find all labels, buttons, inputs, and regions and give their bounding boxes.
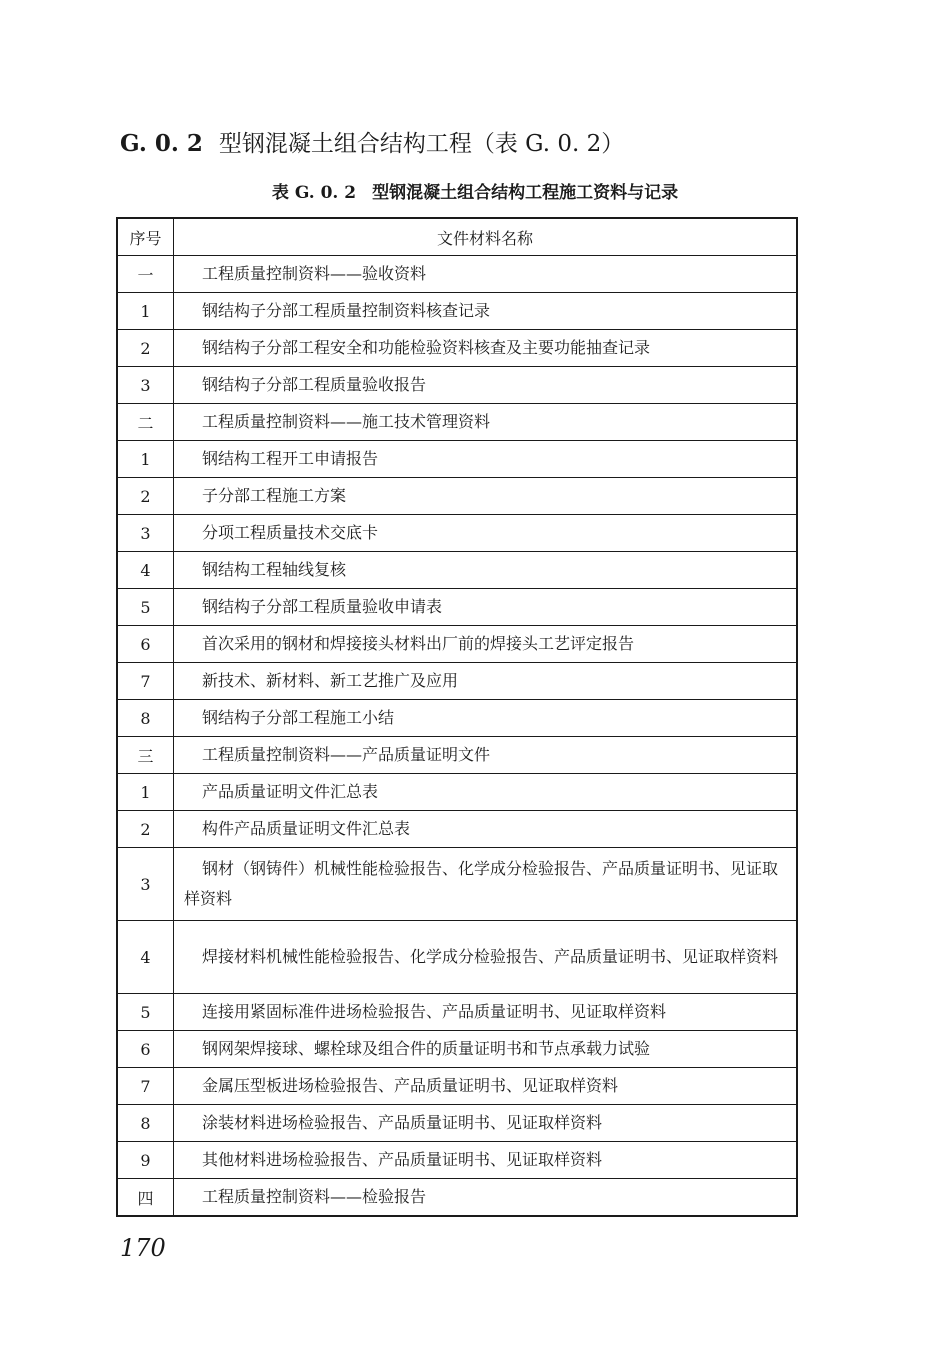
row-seq: 3 (117, 515, 174, 552)
row-seq: 三 (117, 737, 174, 774)
records-table (116, 217, 798, 1217)
row-name: 钢材（钢铸件）机械性能检验报告、化学成分检验报告、产品质量证明书、见证取样资料 (174, 848, 798, 921)
row-name: 连接用紧固标准件进场检验报告、产品质量证明书、见证取样资料 (174, 994, 798, 1031)
table-row (117, 330, 797, 367)
table-row (117, 478, 797, 515)
row-name: 子分部工程施工方案 (174, 478, 798, 515)
row-name: 钢结构子分部工程安全和功能检验资料核查及主要功能抽查记录 (174, 330, 798, 367)
row-name: 工程质量控制资料——检验报告 (174, 1179, 798, 1217)
row-seq: 3 (117, 367, 174, 404)
table-row (117, 552, 797, 589)
row-name: 钢结构子分部工程质量验收申请表 (174, 589, 798, 626)
table-row (117, 1179, 797, 1217)
row-name: 工程质量控制资料——产品质量证明文件 (174, 737, 798, 774)
row-seq: 二 (117, 404, 174, 441)
table-row (117, 1068, 797, 1105)
table-row (117, 700, 797, 737)
row-name: 构件产品质量证明文件汇总表 (174, 811, 798, 848)
row-name: 工程质量控制资料——施工技术管理资料 (174, 404, 798, 441)
row-seq: 1 (117, 774, 174, 811)
row-seq: 7 (117, 663, 174, 700)
row-seq: 8 (117, 1105, 174, 1142)
row-seq: 4 (117, 552, 174, 589)
row-seq: 5 (117, 994, 174, 1031)
table-row (117, 1031, 797, 1068)
table-caption-title: 型钢混凝土组合结构工程施工资料与记录 (372, 183, 679, 203)
table-row (117, 404, 797, 441)
row-seq: 四 (117, 1179, 174, 1217)
row-seq: 2 (117, 330, 174, 367)
row-name: 金属压型板进场检验报告、产品质量证明书、见证取样资料 (174, 1068, 798, 1105)
section-heading (120, 128, 624, 160)
row-seq: 7 (117, 1068, 174, 1105)
table-row (117, 367, 797, 404)
row-seq: 2 (117, 478, 174, 515)
table-row (117, 663, 797, 700)
row-seq: 1 (117, 441, 174, 478)
row-name: 新技术、新材料、新工艺推广及应用 (174, 663, 798, 700)
table-row (117, 626, 797, 663)
table-row (117, 515, 797, 552)
row-seq: 4 (117, 921, 174, 994)
row-seq: 6 (117, 626, 174, 663)
table-row (117, 1105, 797, 1142)
page-number: 170 (120, 1234, 166, 1262)
header-seq: 序号 (117, 218, 174, 256)
row-name: 钢结构工程轴线复核 (174, 552, 798, 589)
row-seq: 一 (117, 256, 174, 293)
table-caption-number: 表 G. 0. 2 (271, 183, 357, 203)
row-name: 工程质量控制资料——验收资料 (174, 256, 798, 293)
row-name: 首次采用的钢材和焊接接头材料出厂前的焊接头工艺评定报告 (174, 626, 798, 663)
table-row (117, 811, 797, 848)
row-name: 其他材料进场检验报告、产品质量证明书、见证取样资料 (174, 1142, 798, 1179)
table-row (117, 921, 797, 994)
table-row (117, 589, 797, 626)
row-name: 分项工程质量技术交底卡 (174, 515, 798, 552)
row-seq: 5 (117, 589, 174, 626)
table-row (117, 994, 797, 1031)
table-row (117, 293, 797, 330)
table-row (117, 774, 797, 811)
row-name: 钢结构子分部工程质量验收报告 (174, 367, 798, 404)
row-name: 产品质量证明文件汇总表 (174, 774, 798, 811)
section-title: 型钢混凝土组合结构工程（表 G. 0. 2） (218, 131, 625, 157)
row-name: 钢结构子分部工程质量控制资料核查记录 (174, 293, 798, 330)
table-row (117, 256, 797, 293)
table-row (117, 848, 797, 921)
row-seq: 8 (117, 700, 174, 737)
table-caption (0, 180, 950, 206)
row-name: 钢结构子分部工程施工小结 (174, 700, 798, 737)
row-seq: 3 (117, 848, 174, 921)
row-name: 涂装材料进场检验报告、产品质量证明书、见证取样资料 (174, 1105, 798, 1142)
row-name: 钢结构工程开工申请报告 (174, 441, 798, 478)
row-name: 焊接材料机械性能检验报告、化学成分检验报告、产品质量证明书、见证取样资料 (174, 921, 798, 994)
table-row (117, 737, 797, 774)
row-seq: 2 (117, 811, 174, 848)
row-name: 钢网架焊接球、螺栓球及组合件的质量证明书和节点承载力试验 (174, 1031, 798, 1068)
table-header-row (117, 218, 797, 256)
table-row (117, 1142, 797, 1179)
row-seq: 6 (117, 1031, 174, 1068)
row-seq: 1 (117, 293, 174, 330)
row-seq: 9 (117, 1142, 174, 1179)
header-name: 文件材料名称 (174, 218, 798, 256)
section-number: G. 0. 2 (120, 130, 203, 157)
table-row (117, 441, 797, 478)
